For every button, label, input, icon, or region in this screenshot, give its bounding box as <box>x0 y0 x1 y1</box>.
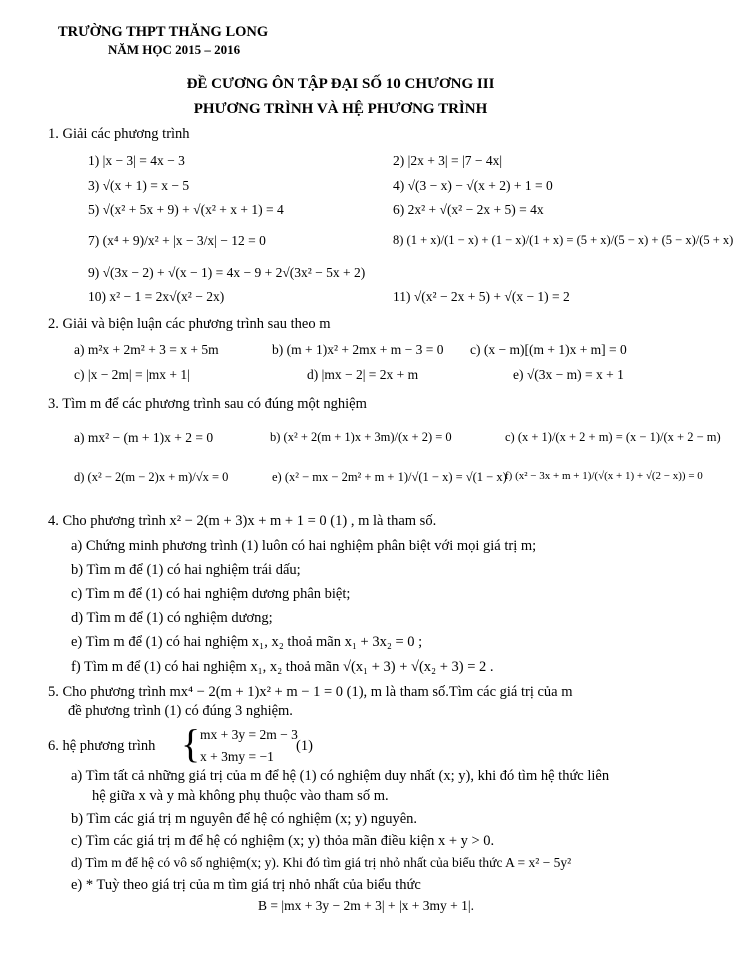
q5-line1: 5. Cho phương trình mx⁴ − 2(m + 1)x² + m − 1 = 0 (1), m là tham số.Tìm các giá trị của m <box>48 684 573 700</box>
q6-expression-b: B = |mx + 3y − 2m + 3| + |x + 3my + 1|. <box>258 898 474 913</box>
q2-item: b) (m + 1)x² + 2mx + m − 3 = 0 <box>272 342 444 357</box>
q1-item: 4) √(3 − x) − √(x + 2) + 1 = 0 <box>393 178 553 193</box>
q1-item: 7) (x⁴ + 9)/x² + |x − 3/x| − 12 = 0 <box>88 233 266 248</box>
q4-item: e) Tìm m để (1) có hai nghiệm x₁, x₂ thoả mãn x₁ + 3x₂ = 0 ; <box>71 634 423 650</box>
system-brace: { <box>181 721 201 766</box>
q6-item: b) Tìm các giá trị m nguyên để hệ có nghiệm (x; y) nguyên. <box>71 811 418 827</box>
q1-item: 8) (1 + x)/(1 − x) + (1 − x)/(1 + x) = (5 + x)/(5 − x) + (5 − x)/(5 + x) <box>393 233 733 247</box>
q6-lead: 6. hệ phương trình <box>48 738 156 754</box>
q2-item: d) |mx − 2| = 2x + m <box>307 367 419 382</box>
school-name: TRƯỜNG THPT THĂNG LONG <box>58 24 269 40</box>
doc-subtitle: PHƯƠNG TRÌNH VÀ HỆ PHƯƠNG TRÌNH <box>193 101 488 117</box>
q1-item: 1) |x − 3| = 4x − 3 <box>88 153 185 168</box>
q6-system-eq2: x + 3my = −1 <box>200 749 274 764</box>
q5-line2: đề phương trình (1) có đúng 3 nghiệm. <box>68 703 293 719</box>
q6-item: hệ giữa x và y mà không phụ thuộc vào tham số m. <box>92 788 389 804</box>
q1-item: 11) √(x² − 2x + 5) + √(x − 1) = 2 <box>393 289 570 304</box>
q2-heading: 2. Giải và biện luận các phương trình sau theo m <box>48 316 331 332</box>
school-year: NĂM HỌC 2015 – 2016 <box>108 42 241 57</box>
q6-system-tag: (1) <box>296 738 313 754</box>
q1-item: 9) √(3x − 2) + √(x − 1) = 4x − 9 + 2√(3x² − 5x + 2) <box>88 265 366 280</box>
q1-item: 3) √(x + 1) = x − 5 <box>88 178 190 193</box>
q4-item: c) Tìm m để (1) có hai nghiệm dương phân biệt; <box>71 586 351 602</box>
doc-title: ĐỀ CƯƠNG ÔN TẬP ĐẠI SỐ 10 CHƯƠNG III <box>186 76 495 92</box>
q6-system-eq1: mx + 3y = 2m − 3 <box>200 727 298 742</box>
q2-item: e) √(3x − m) = x + 1 <box>513 367 624 382</box>
q6-item: e) * Tuỳ theo giá trị của m tìm giá trị nhỏ nhất của biểu thức <box>71 877 421 893</box>
q6-item: d) Tìm m để hệ có vô số nghiệm(x; y). Khi đó tìm giá trị nhỏ nhất của biểu thức A = x² − 5y² <box>71 855 572 870</box>
q1-item: 10) x² − 1 = 2x√(x² − 2x) <box>88 289 225 304</box>
q4-heading: 4. Cho phương trình x² − 2(m + 3)x + m + 1 = 0 (1) , m là tham số. <box>48 513 437 529</box>
q4-item: f) Tìm m để (1) có hai nghiệm x₁, x₂ thoả mãn √(x₁ + 3) + √(x₂ + 3) = 2 . <box>71 659 494 675</box>
q2-item: a) m²x + 2m² + 3 = x + 5m <box>74 342 219 357</box>
q4-item: b) Tìm m để (1) có hai nghiệm trái dấu; <box>71 562 301 578</box>
q3-item: c) (x + 1)/(x + 2 + m) = (x − 1)/(x + 2 − m) <box>505 430 721 444</box>
q4-item: d) Tìm m để (1) có nghiệm dương; <box>71 610 273 626</box>
q6-item: c) Tìm các giá trị m để hệ có nghiệm (x; y) thỏa mãn điều kiện x + y > 0. <box>71 833 495 849</box>
q3-item: b) (x² + 2(m + 1)x + 3m)/(x + 2) = 0 <box>270 430 452 444</box>
q1-item: 5) √(x² + 5x + 9) + √(x² + x + 1) = 4 <box>88 202 284 217</box>
q2-item: c) (x − m)[(m + 1)x + m] = 0 <box>470 342 627 357</box>
q3-item: d) (x² − 2(m − 2)x + m)/√x = 0 <box>74 470 229 484</box>
q3-heading: 3. Tìm m để các phương trình sau có đúng một nghiệm <box>48 396 367 412</box>
q1-item: 6) 2x² + √(x² − 2x + 5) = 4x <box>393 202 544 217</box>
q4-item: a) Chứng minh phương trình (1) luôn có hai nghiệm phân biệt với mọi giá trị m; <box>71 538 537 554</box>
q3-item: a) mx² − (m + 1)x + 2 = 0 <box>74 430 214 445</box>
q2-item: c) |x − 2m| = |mx + 1| <box>74 367 190 382</box>
q3-item: f) (x² − 3x + m + 1)/(√(x + 1) + √(2 − x)) = 0 <box>505 470 703 482</box>
q1-heading: 1. Giải các phương trình <box>48 126 190 142</box>
q3-item: e) (x² − mx − 2m² + m + 1)/√(1 − x) = √(1 − x) <box>272 470 507 484</box>
q6-item: a) Tìm tất cả những giá trị của m để hệ (1) có nghiệm duy nhất (x; y), khi đó tìm hệ thức liên <box>71 768 610 784</box>
q1-item: 2) |2x + 3| = |7 − 4x| <box>393 153 503 168</box>
